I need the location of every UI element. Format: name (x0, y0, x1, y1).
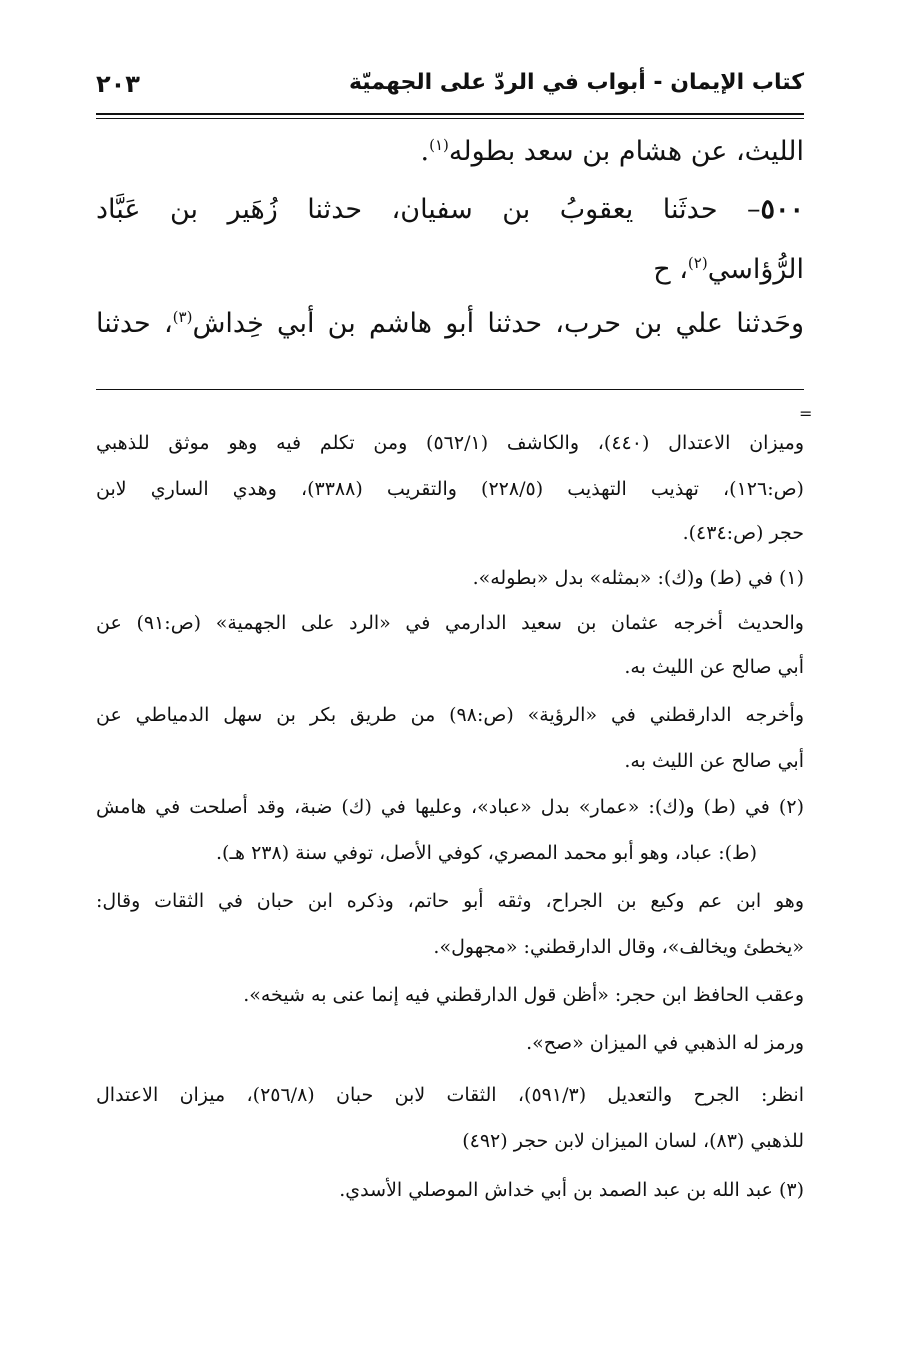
footnote-3: (٣) عبد الله بن عبد الصمد بن أبي خداش الموصلي الأسدي. (339, 1179, 804, 1201)
footnote-ref-3[interactable]: (٣) (172, 308, 193, 326)
footnote-line: وعقب الحافظ ابن حجر: «أظن قول الدارقطني فيه إنما عنى به شيخه». (243, 984, 804, 1006)
header-title: كتاب الإيمان - أبواب في الردّ على الجهميّة (348, 70, 804, 95)
footnote-line: وأخرجه الدارقطني في «الرؤية» (ص:٩٨) من طريق بكر بن سهل الدمياطي عن (96, 704, 804, 726)
footnote-line: وميزان الاعتدال (٤٤٠)، والكاشف (٥٦٢/١) ومن تكلم فيه وهو موثق للذهبي (96, 432, 804, 454)
footnote-line: والحديث أخرجه عثمان بن سعيد الدارمي في «الرد على الجهمية» (ص:٩١) عن (96, 612, 804, 634)
main-text: . (420, 136, 430, 167)
footnote-line: أبي صالح عن الليث به. (624, 750, 804, 772)
footnote-2: (٢) في (ط) و(ك): «عمار» بدل «عباد»، وعليها في (ك) ضبة، وقد أصلحت في هامش (96, 796, 804, 818)
footnote-line: «يخطئ ويخالف»، وقال الدارقطني: «مجهول». (433, 936, 804, 958)
main-text: ، ح (653, 254, 688, 285)
continuation-mark: = (799, 404, 813, 423)
footnote-line: (ط): عباد، وهو أبو محمد المصري، كوفي الأصل، توفي سنة (٢٣٨ هـ). (216, 842, 757, 864)
footnote-line: وهو ابن عم وكيع بن الجراح، وثقه أبو حاتم، وذكره ابن حبان في الثقات وقال: (96, 890, 804, 912)
footnote-1: (١) في (ط) و(ك): «بمثله» بدل «بطوله». (472, 567, 804, 589)
main-text: ، حدثنا (96, 308, 173, 339)
footnote-line: أبي صالح عن الليث به. (624, 656, 804, 678)
main-text: وحَدثنا علي بن حرب، حدثنا أبو هاشم بن أبي خِداش (192, 308, 804, 339)
running-header (96, 62, 804, 112)
footnote-ref-2[interactable]: (٢) (687, 254, 708, 272)
main-line-3 (96, 250, 804, 290)
main-line-4 (96, 304, 804, 344)
footnote-line: انظر: الجرح والتعديل (٥٩١/٣)، الثقات لابن حبان (٢٥٦/٨)، ميزان الاعتدال (96, 1084, 804, 1106)
main-text: الليث، عن هشام بن سعد بطوله (448, 136, 804, 167)
header-rule (96, 113, 804, 119)
footnote-ref-1[interactable]: (١) (429, 136, 449, 154)
footnote-line: للذهبي (٨٣)، لسان الميزان لابن حجر (٤٩٢) (462, 1130, 804, 1152)
main-text: – حدثَنا يعقوبُ بن سفيان، حدثنا زُهَير بن عَبَّاد (96, 194, 761, 225)
main-text: الرُّؤاسي (707, 254, 804, 285)
footnote-separator (96, 389, 804, 390)
main-line-2 (96, 190, 804, 230)
footnote-line: حجر (ص:٤٣٤). (682, 522, 804, 544)
hadith-number: ٥٠٠ (760, 194, 804, 225)
page-number: ٢٠٣ (96, 70, 140, 98)
footnote-line: ورمز له الذهبي في الميزان «صح». (526, 1032, 804, 1054)
footnote-line: (ص:١٢٦)، تهذيب التهذيب (٢٢٨/٥) والتقريب (٣٣٨٨)، وهدي الساري لابن (96, 478, 804, 500)
main-line-1 (96, 132, 804, 172)
